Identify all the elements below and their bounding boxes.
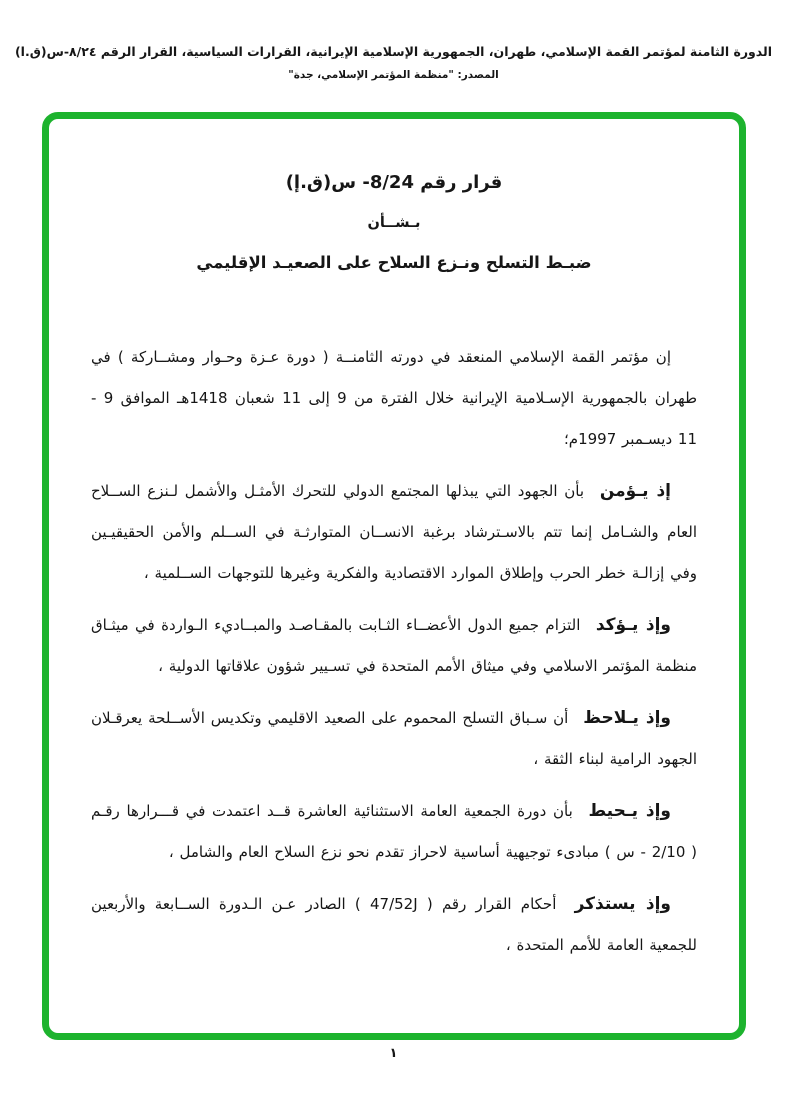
paragraph-believing [91,471,697,594]
paragraph-recalling [91,884,697,966]
paragraph-text: أن سـباق التسلح المحموم على الصعيد الاقليمي وتكديس الأســلحة يعرقـلان الجهود الرامية لبناء الثقة ، [91,709,697,768]
paragraph-lead: إذ يـؤمن [599,481,671,501]
document-body [85,337,703,966]
page-number: ١ [389,1046,398,1061]
resolution-title-block [85,171,703,275]
document-source: المصدر: "منظمة المؤتمر الإسلامي، جدة" [288,69,499,81]
page-header [0,44,787,81]
paragraph-preamble [91,337,697,460]
paragraph-text: بأن دورة الجمعية العامة الاستثنائية العاشرة قــد اعتمدت في قـــرارها رقـم ( 2/10 - س ) مبادىء توجيهية أساسية لاحراز تقدم نحو نزع السلاح العام والشامل ، [91,802,697,861]
green-border-frame [42,112,746,1040]
document-citation: الدورة الثامنة لمؤتمر القمة الإسلامي، طهران، الجمهورية الإسلامية الإيرانية، القرارات السياسية، القرار الرقم ٨/٢٤-س(ق.ا) [14,44,773,59]
paragraph-noting [91,698,697,780]
resolution-subject-title: ضبـط التسلح ونـزع السلاح على الصعيـد الإقليمي [196,253,592,272]
paragraph-lead: وإذ يـحيط [588,801,671,821]
resolution-number-title: قرار رقم 8/24- س(ق.إ) [285,172,503,193]
subject-label: بـشــأن [367,215,421,231]
paragraph-taking-note [91,791,697,873]
paragraph-text: بأن الجهود التي يبذلها المجتمع الدولي للتحرك الأمثـل والأشمل لـنزع الســلاح العام والشـامل إنما تتم بالاسـترشاد برغبة الانســان المتوارثـة في الســلم والأمن الحقيقيـين وفي إزالـة خطر الحرب وإطلاق الموارد الاقتصادية والفكرية وغيرها للتوجهات الســلمية ، [91,482,697,582]
paragraph-text: إن مؤتمر القمة الإسلامي المنعقد في دورته الثامنــة ( دورة عـزة وحـوار ومشــاركة ) في طهران بالجمهورية الإسـلامية الإيرانية خلال الفترة من 9 إلى 11 شعبان 1418هـ الموافق 9 - 11 ديسـمبر 1997م؛ [91,348,698,448]
paragraph-lead: وإذ يستذكر [574,894,671,914]
paragraph-lead: وإذ يـلاحظ [583,708,671,728]
paragraph-lead: وإذ يـؤكد [595,615,671,635]
paragraph-text: أحكام القرار رقم ( 47/52J ) الصادر عـن الـدورة الســابعة والأربعين للجمعية العامة للأمم المتحدة ، [91,895,697,954]
paragraph-text: التزام جميع الدول الأعضــاء الثـابت بالمقـاصـد والمبــاديء الـواردة في ميثـاق منظمة المؤتمر الاسلامي وفي ميثاق الأمم المتحدة في تسـيير شؤون علاقاتها الدولية ، [91,616,697,675]
paragraph-affirming [91,605,697,687]
